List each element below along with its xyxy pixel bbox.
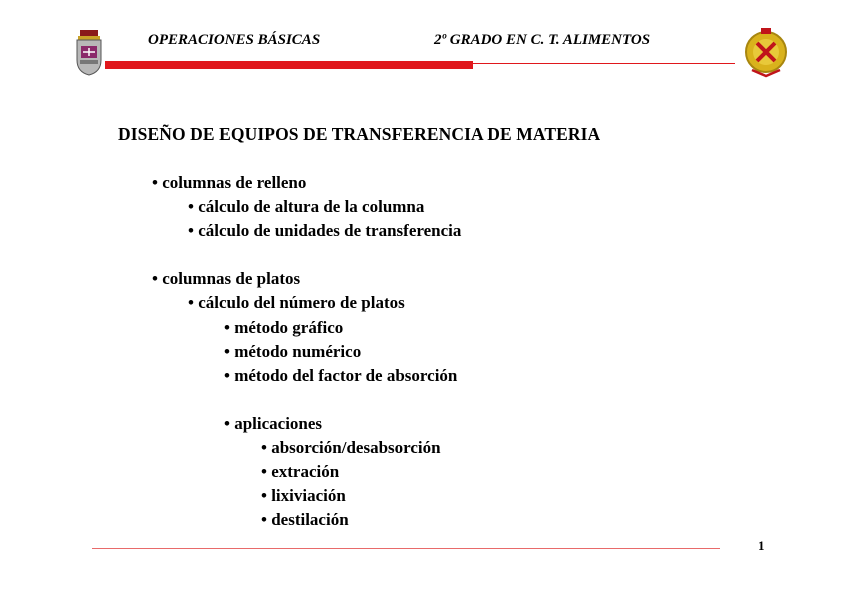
list-item: • cálculo de altura de la columna [188,197,425,216]
list-item: • lixiviación [261,486,346,505]
list-item: • método gráfico [224,318,344,337]
header-rule-thin [473,63,735,64]
slide-title: DISEÑO DE EQUIPOS DE TRANSFERENCIA DE MATERIA [118,124,601,144]
header-rule [105,61,473,69]
emblem-icon [744,26,788,83]
list-item: • extración [261,462,340,481]
degree-title: 2º GRADO EN C. T. ALIMENTOS [434,32,651,48]
list-item: • destilación [261,510,349,529]
footer-rule [92,548,720,549]
list-item: • cálculo de unidades de transferencia [188,221,462,240]
list-item: • absorción/desabsorción [261,438,441,457]
list-item: • columnas de relleno [152,173,307,192]
list-item: • método numérico [224,342,362,361]
list-item: • cálculo del número de platos [188,293,405,312]
coat-of-arms-icon [74,30,104,81]
list-item: • columnas de platos [152,269,301,288]
course-title: OPERACIONES BÁSICAS [148,32,321,48]
page-number: 1 [758,538,765,553]
list-item: • método del factor de absorción [224,366,458,385]
list-item: • aplicaciones [224,414,323,433]
